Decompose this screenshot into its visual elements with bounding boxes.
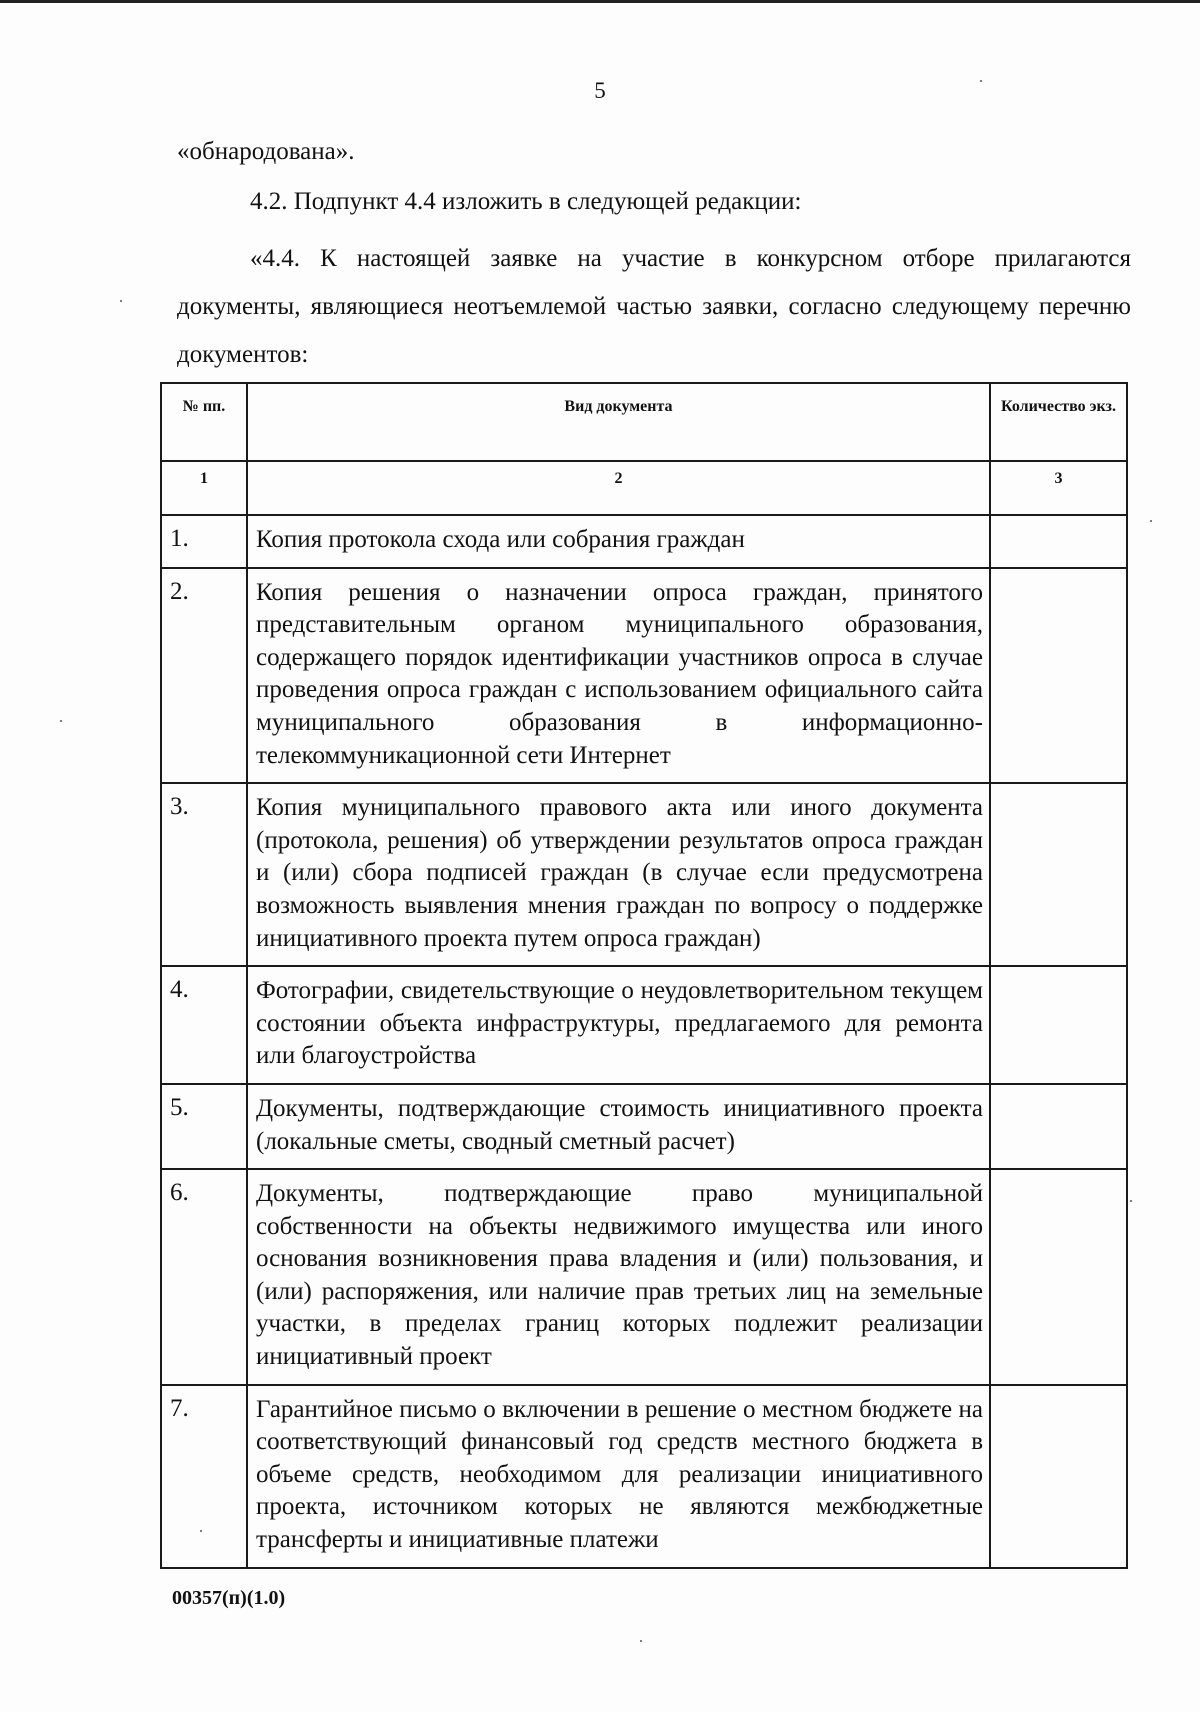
scan-top-edge	[0, 0, 1200, 3]
row-number: 6.	[161, 1169, 247, 1385]
table-row	[161, 966, 1127, 1084]
column-number: 3	[990, 461, 1127, 515]
row-number: 4.	[161, 966, 247, 1084]
column-number: 2	[247, 461, 990, 515]
text-line-amendment: 4.2. Подпункт 4.4 изложить в следующей редакции:	[250, 188, 802, 215]
document-code: 00357(п)(1.0)	[172, 1587, 286, 1609]
table-row	[161, 1169, 1127, 1385]
scan-speck	[640, 1640, 642, 1642]
row-quantity	[990, 1385, 1127, 1568]
text-line-continuation: «обнародована».	[177, 138, 355, 165]
table-row	[161, 568, 1127, 784]
row-document-text: Копия протокола схода или собрания граждан	[247, 515, 990, 568]
row-quantity	[990, 568, 1127, 784]
scan-speck	[1130, 1200, 1132, 1202]
row-number: 5.	[161, 1084, 247, 1169]
table-row	[161, 515, 1127, 568]
row-number: 2.	[161, 568, 247, 784]
row-document-text: Документы, подтверждающие право муниципальной собственности на объекты недвижимого имущества или иного основания возникновения права владения и (или) пользования, и (или) распоряжения, или наличие прав третьих лиц на земельные участки, в пределах границ которых подлежит реализации инициативный проект	[247, 1169, 990, 1385]
table-header-row	[161, 383, 1127, 461]
scan-speck	[120, 300, 122, 302]
table-row	[161, 1385, 1127, 1568]
row-document-text: Документы, подтверждающие стоимость инициативного проекта (локальные сметы, сводный сметный расчет)	[247, 1084, 990, 1169]
row-document-text: Гарантийное письмо о включении в решение о местном бюджете на соответствующий финансовый год средств местного бюджета в объеме средств, необходимом для реализации инициативного проекта, источником которых не являются межбюджетные трансферты и инициативные платежи	[247, 1385, 990, 1568]
scan-speck	[1150, 520, 1152, 522]
header-document-type: Вид документа	[247, 383, 990, 461]
row-quantity	[990, 515, 1127, 568]
header-number: № пп.	[161, 383, 247, 461]
table-row	[161, 783, 1127, 966]
scan-speck	[980, 80, 982, 82]
row-quantity	[990, 966, 1127, 1084]
scan-speck	[60, 720, 62, 722]
header-quantity: Количество экз.	[990, 383, 1127, 461]
page-number: 5	[594, 78, 606, 103]
row-number: 1.	[161, 515, 247, 568]
documents-table	[160, 382, 1128, 1569]
row-document-text: Копия муниципального правового акта или иного документа (протокола, решения) об утверждении результатов опроса граждан и (или) сбора подписей граждан (в случае если предусмотрена возможность выявления мнения граждан по вопросу о поддержке инициативного проекта путем опроса граждан)	[247, 783, 990, 966]
column-number: 1	[161, 461, 247, 515]
row-quantity	[990, 783, 1127, 966]
row-quantity	[990, 1169, 1127, 1385]
row-document-text: Фотографии, свидетельствующие о неудовлетворительном текущем состоянии объекта инфраструктуры, предлагаемого для ремонта или благоустройства	[247, 966, 990, 1084]
row-number: 7.	[161, 1385, 247, 1568]
column-number-row	[161, 461, 1127, 515]
row-quantity	[990, 1084, 1127, 1169]
scan-speck	[200, 1530, 202, 1532]
row-document-text: Копия решения о назначении опроса граждан, принятого представительным органом муниципального образования, содержащего порядок идентификации участников опроса в случае проведения опроса граждан с использованием официального сайта муниципального образования в информационно-телекоммуникационной сети Интернет	[247, 568, 990, 784]
table-row	[161, 1084, 1127, 1169]
row-number: 3.	[161, 783, 247, 966]
intro-paragraph: «4.4. К настоящей заявке на участие в конкурсном отборе прилагаются документы, являющиеся неотъемлемой частью заявки, согласно следующему перечню документов:	[177, 245, 1131, 368]
